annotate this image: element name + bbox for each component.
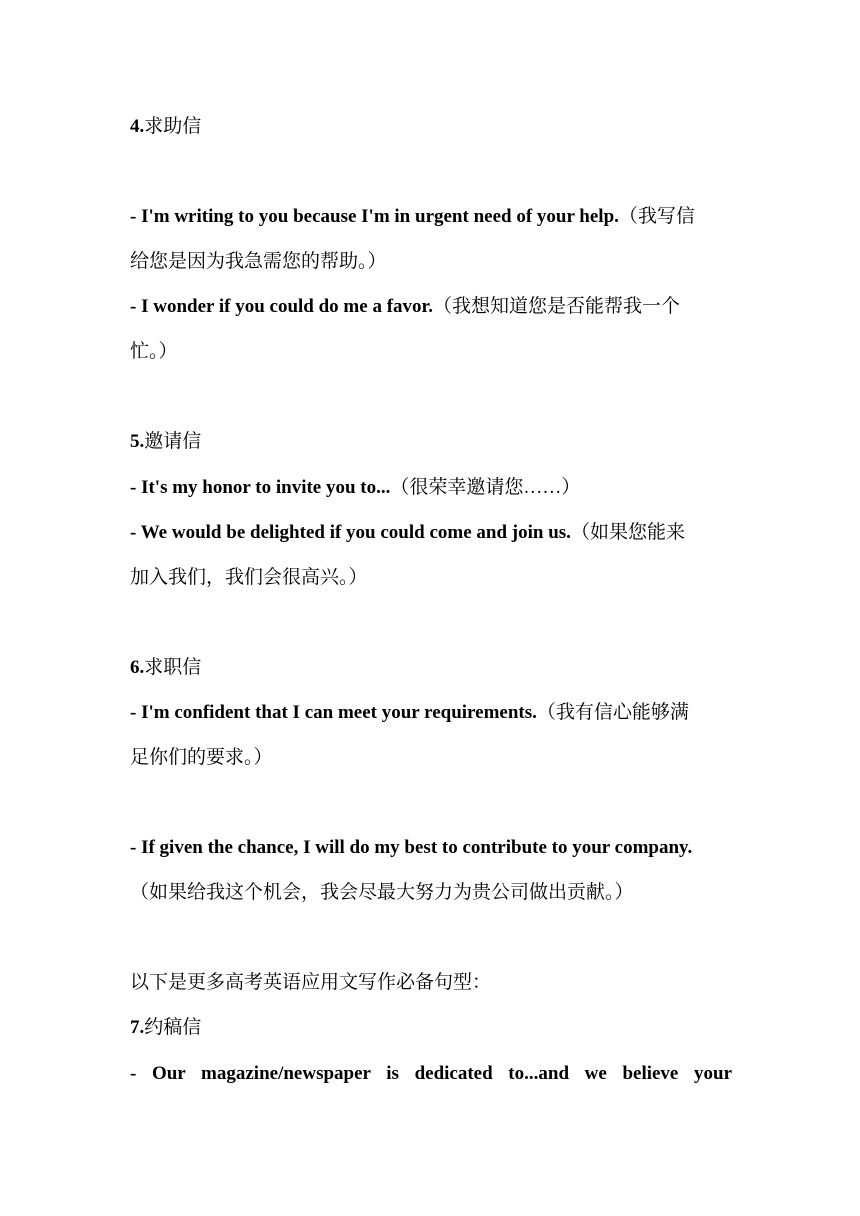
sentence-line: - If given the chance, I will do my best to contribute to your company. — [130, 837, 693, 858]
sentence-line: - I'm confident that I can meet your requirements.（我有信心能够满 — [130, 702, 689, 723]
translation-line: 忙。） — [130, 341, 178, 362]
sentence-line: - I wonder if you could do me a favor.（我想知道您是否能帮我一个 — [130, 296, 680, 317]
section-heading: 6.求职信 — [130, 657, 202, 678]
section-heading: 5.邀请信 — [130, 431, 202, 452]
sentence-line: - It's my honor to invite you to...（很荣幸邀请您……） — [130, 477, 581, 498]
translation-line: 给您是因为我急需您的帮助。） — [130, 251, 387, 272]
translation-line: 加入我们，我们会很高兴。） — [130, 567, 368, 588]
translation-line: 足你们的要求。） — [130, 747, 273, 768]
sentence-line: - I'm writing to you because I'm in urgent need of your help.（我写信 — [130, 206, 695, 227]
intro-text: 以下是更多高考英语应用文写作必备句型： — [130, 972, 492, 993]
sentence-line: - Our magazine/newspaper is dedicated to...and we believe your — [130, 1063, 732, 1084]
section-heading: 7.约稿信 — [130, 1017, 202, 1038]
translation-line: （如果给我这个机会，我会尽最大努力为贵公司做出贡献。） — [130, 882, 634, 903]
section-heading: 4.求助信 — [130, 116, 202, 137]
sentence-line: - We would be delighted if you could come and join us.（如果您能来 — [130, 522, 685, 543]
